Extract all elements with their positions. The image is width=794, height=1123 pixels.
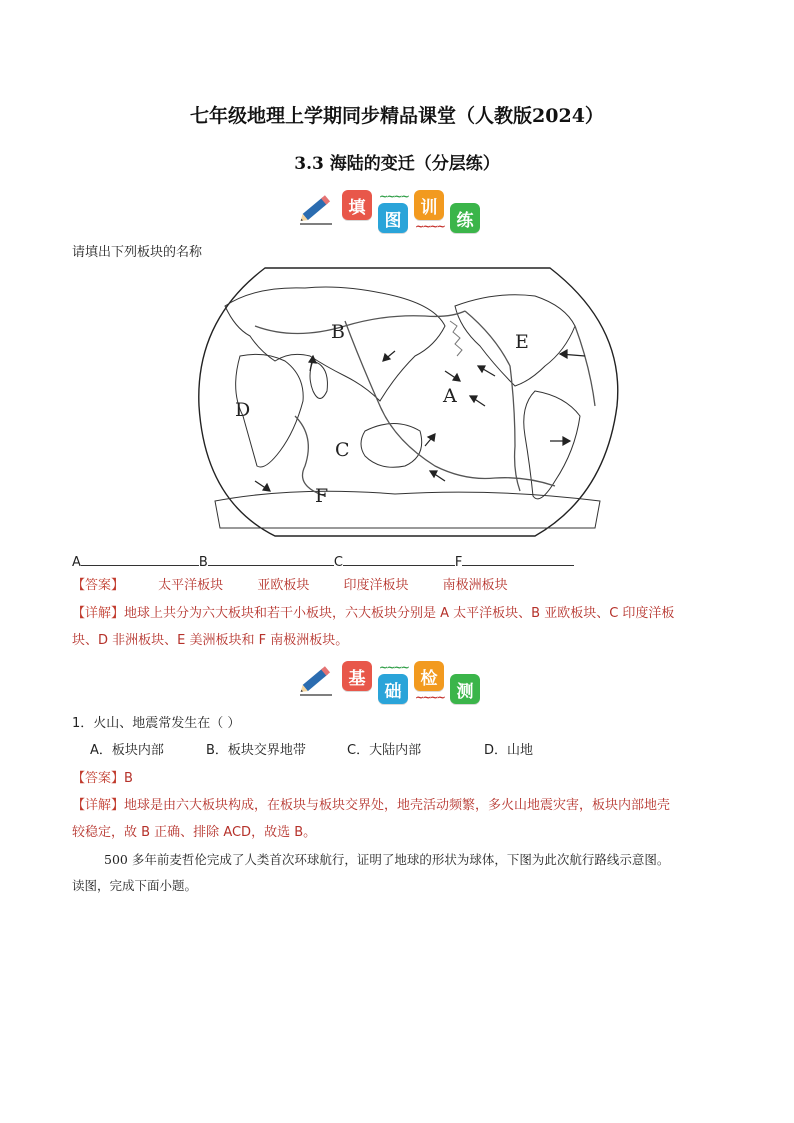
detail-row-1 xyxy=(72,604,674,624)
detail-text-1: 地球是由六大板块构成，在板块与板块交界处，地壳活动频繁，多火山地震灾害，板块内部地壳 xyxy=(124,798,671,813)
plate-label-e: E xyxy=(515,331,529,353)
blank-label-f: F xyxy=(454,555,463,570)
banner-tile-3: 训 ~~~~ xyxy=(414,190,444,220)
blank-b[interactable] xyxy=(208,551,334,566)
document-subtitle: 3.3 海陆的变迁（分层练） xyxy=(294,154,500,174)
blank-c[interactable] xyxy=(343,551,455,566)
answer-item-f: 南极洲板块 xyxy=(442,578,508,593)
plate-label-c: C xyxy=(335,439,350,461)
answer-tag: 【答案】 xyxy=(72,771,125,786)
banner-tile-1: 填 xyxy=(342,190,372,220)
answer-row-1 xyxy=(72,576,508,596)
question-1-stem: 1．火山、地震常发生在（ ） xyxy=(72,716,241,731)
reading-passage-line-1: 500 多年前麦哲伦完成了人类首次环球航行，证明了地球的形状为球体，下图为此次航行路线示意图。 xyxy=(104,852,670,867)
answer-item-b: 亚欧板块 xyxy=(257,578,310,593)
answer-tag: 【答案】 xyxy=(72,578,125,593)
question-1-answer xyxy=(72,769,133,789)
banner-tile-4: 测 xyxy=(450,674,480,704)
question-1-detail-2: 较稳定，故 B 正确、排除 ACD，故选 B。 xyxy=(72,825,317,840)
option-d[interactable]: D．山地 xyxy=(484,743,534,758)
pencil-icon xyxy=(296,190,336,226)
detail-text-2: 块、D 非洲板块、E 美洲板块和 F 南极洲板块。 xyxy=(72,633,349,648)
plate-map-svg xyxy=(195,266,620,538)
pencil-icon xyxy=(296,661,336,697)
answer-item-a: 太平洋板块 xyxy=(158,578,224,593)
plate-map xyxy=(195,266,620,538)
banner-tile-4: 练 xyxy=(450,203,480,233)
document-title: 七年级地理上学期同步精品课堂（人教版2024） xyxy=(190,105,604,127)
plate-label-b: B xyxy=(331,321,345,343)
banner-tile-3: 检 ~~~~ xyxy=(414,661,444,691)
option-c[interactable]: C．大陆内部 xyxy=(347,743,422,758)
answer-value: B xyxy=(124,771,133,786)
banner-tile-2: ~~~~ 础 xyxy=(378,674,408,704)
question-1-options xyxy=(90,741,533,761)
detail-tag: 【详解】 xyxy=(72,606,125,621)
plate-label-f: F xyxy=(315,485,329,507)
map-instruction: 请填出下列板块的名称 xyxy=(72,245,203,260)
plate-label-a: A xyxy=(443,385,457,407)
detail-tag: 【详解】 xyxy=(72,798,125,813)
blank-label-b: B xyxy=(198,555,208,570)
plate-label-d: D xyxy=(235,399,251,421)
banner-tile-2: ~~~~ 图 xyxy=(378,203,408,233)
reading-passage-line-2: 读图，完成下面小题。 xyxy=(72,878,198,893)
question-1-detail-1 xyxy=(72,796,670,816)
section-banner-fill-map xyxy=(296,190,480,233)
blank-a[interactable] xyxy=(81,551,199,566)
banner-tile-1: 基 xyxy=(342,661,372,691)
option-a[interactable]: A．板块内部 xyxy=(90,743,164,758)
blank-label-c: C xyxy=(333,555,343,570)
answer-blanks-row xyxy=(72,551,574,573)
section-banner-basic-test xyxy=(296,661,480,704)
answer-item-c: 印度洋板块 xyxy=(343,578,409,593)
detail-text-1: 地球上共分为六大板块和若干小板块，六大板块分别是 A 太平洋板块、B 亚欧板块、C 印度洋板 xyxy=(124,606,675,621)
blank-label-a: A xyxy=(72,555,81,570)
option-b[interactable]: B．板块交界地带 xyxy=(206,743,306,758)
blank-f[interactable] xyxy=(462,551,574,566)
